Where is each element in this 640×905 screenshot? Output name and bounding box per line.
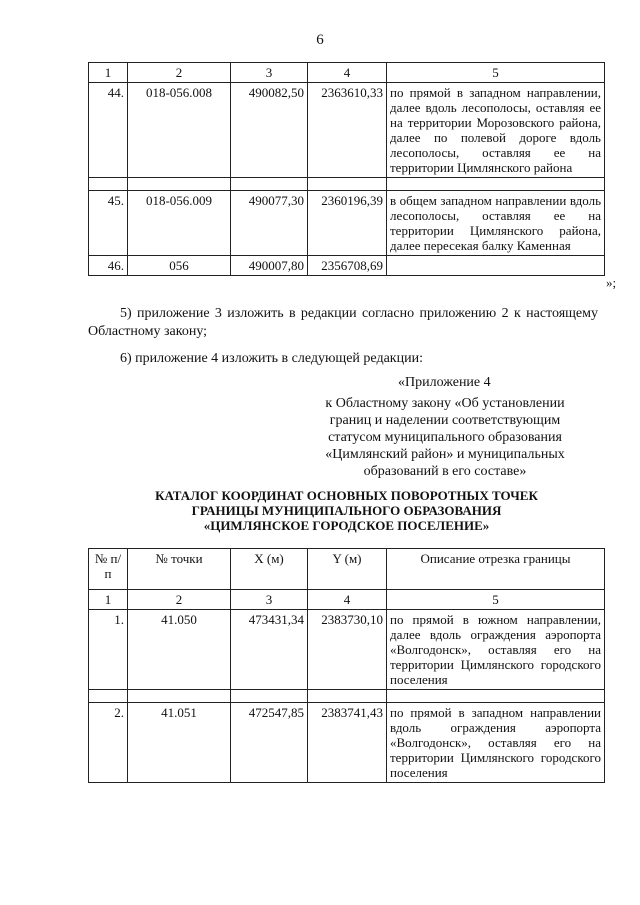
header-cell: 4	[308, 63, 387, 83]
table-row	[89, 191, 605, 256]
catalog-title	[88, 488, 605, 533]
table-row	[89, 703, 605, 783]
segment-description: по прямой в южном направлении, далее вдоль ограждения аэропорта «Волгодонск», оставляя его на территории Цимлянского городского поселения	[387, 610, 605, 690]
paragraph-5: 5) приложение 3 изложить в редакции согласно приложению 2 к настоящему Областному закону;	[88, 306, 598, 339]
header-cell: 2	[128, 590, 231, 610]
row-gap	[89, 178, 605, 191]
header-cell: 4	[308, 590, 387, 610]
appendix-reference: к Областному закону «Об установлении границ и наделении соответствующим статусом муниципального образования «Цимлянский район» и муниципальных образований в его составе»	[325, 396, 565, 479]
row-gap	[89, 690, 605, 703]
x-coordinate: 490077,30	[231, 191, 308, 256]
y-coordinate: 2383741,43	[308, 703, 387, 783]
appendix-title: «Приложение 4	[398, 375, 491, 390]
point-number: 41.050	[128, 610, 231, 690]
table-header-numbers	[89, 590, 605, 610]
catalog-title-line: ГРАНИЦЫ МУНИЦИПАЛЬНОГО ОБРАЗОВАНИЯ	[191, 503, 502, 518]
x-coordinate: 473431,34	[231, 610, 308, 690]
header-cell: 1	[89, 590, 128, 610]
row-number: 45.	[89, 191, 128, 256]
row-number: 46.	[89, 256, 128, 276]
page-number: 6	[316, 32, 324, 48]
segment-description	[387, 256, 605, 276]
paragraph-6: 6) приложение 4 изложить в следующей редакции:	[120, 351, 423, 366]
header-cell: 5	[387, 63, 605, 83]
row-number: 2.	[89, 703, 128, 783]
catalog-title-line: «ЦИМЛЯНСКОЕ ГОРОДСКОЕ ПОСЕЛЕНИЕ»	[203, 518, 490, 533]
appendix-header	[310, 374, 580, 480]
point-number: 41.051	[128, 703, 231, 783]
header-cell: 1	[89, 63, 128, 83]
column-header: X (м)	[231, 549, 308, 590]
row-number: 44.	[89, 83, 128, 178]
header-cell: 5	[387, 590, 605, 610]
y-coordinate: 2383730,10	[308, 610, 387, 690]
coordinates-table-continued	[88, 62, 605, 276]
point-number: 056	[128, 256, 231, 276]
closing-quote: »;	[606, 275, 617, 290]
table-row	[89, 256, 605, 276]
header-cell: 3	[231, 63, 308, 83]
x-coordinate: 472547,85	[231, 703, 308, 783]
column-header: № точки	[128, 549, 231, 590]
header-cell: 2	[128, 63, 231, 83]
column-header: № п/п	[89, 549, 128, 590]
header-cell: 3	[231, 590, 308, 610]
segment-description: по прямой в западном направлении, далее вдоль лесополосы, оставляя ее на территории Морозовского района, далее по полевой дороге вдоль лесополосы, оставляя ее на территории Цимлянского района	[387, 83, 605, 178]
point-number: 018-056.008	[128, 83, 231, 178]
column-header: Y (м)	[308, 549, 387, 590]
table-header	[89, 549, 605, 590]
y-coordinate: 2356708,69	[308, 256, 387, 276]
column-header: Описание отрезка границы	[387, 549, 605, 590]
catalog-title-line: КАТАЛОГ КООРДИНАТ ОСНОВНЫХ ПОВОРОТНЫХ ТОЧЕК	[155, 488, 538, 503]
segment-description: в общем западном направлении вдоль лесополосы, оставляя ее на территории Цимлянского района, далее пересекая балку Каменная	[387, 191, 605, 256]
row-number: 1.	[89, 610, 128, 690]
x-coordinate: 490082,50	[231, 83, 308, 178]
coordinates-catalog-table	[88, 548, 605, 783]
table-row	[89, 83, 605, 178]
y-coordinate: 2363610,33	[308, 83, 387, 178]
segment-description: по прямой в западном направлении вдоль ограждения аэропорта «Волгодонск», оставляя его на территории Цимлянского городского поселения	[387, 703, 605, 783]
y-coordinate: 2360196,39	[308, 191, 387, 256]
x-coordinate: 490007,80	[231, 256, 308, 276]
table-row	[89, 610, 605, 690]
point-number: 018-056.009	[128, 191, 231, 256]
table-header-numbers	[89, 63, 605, 83]
